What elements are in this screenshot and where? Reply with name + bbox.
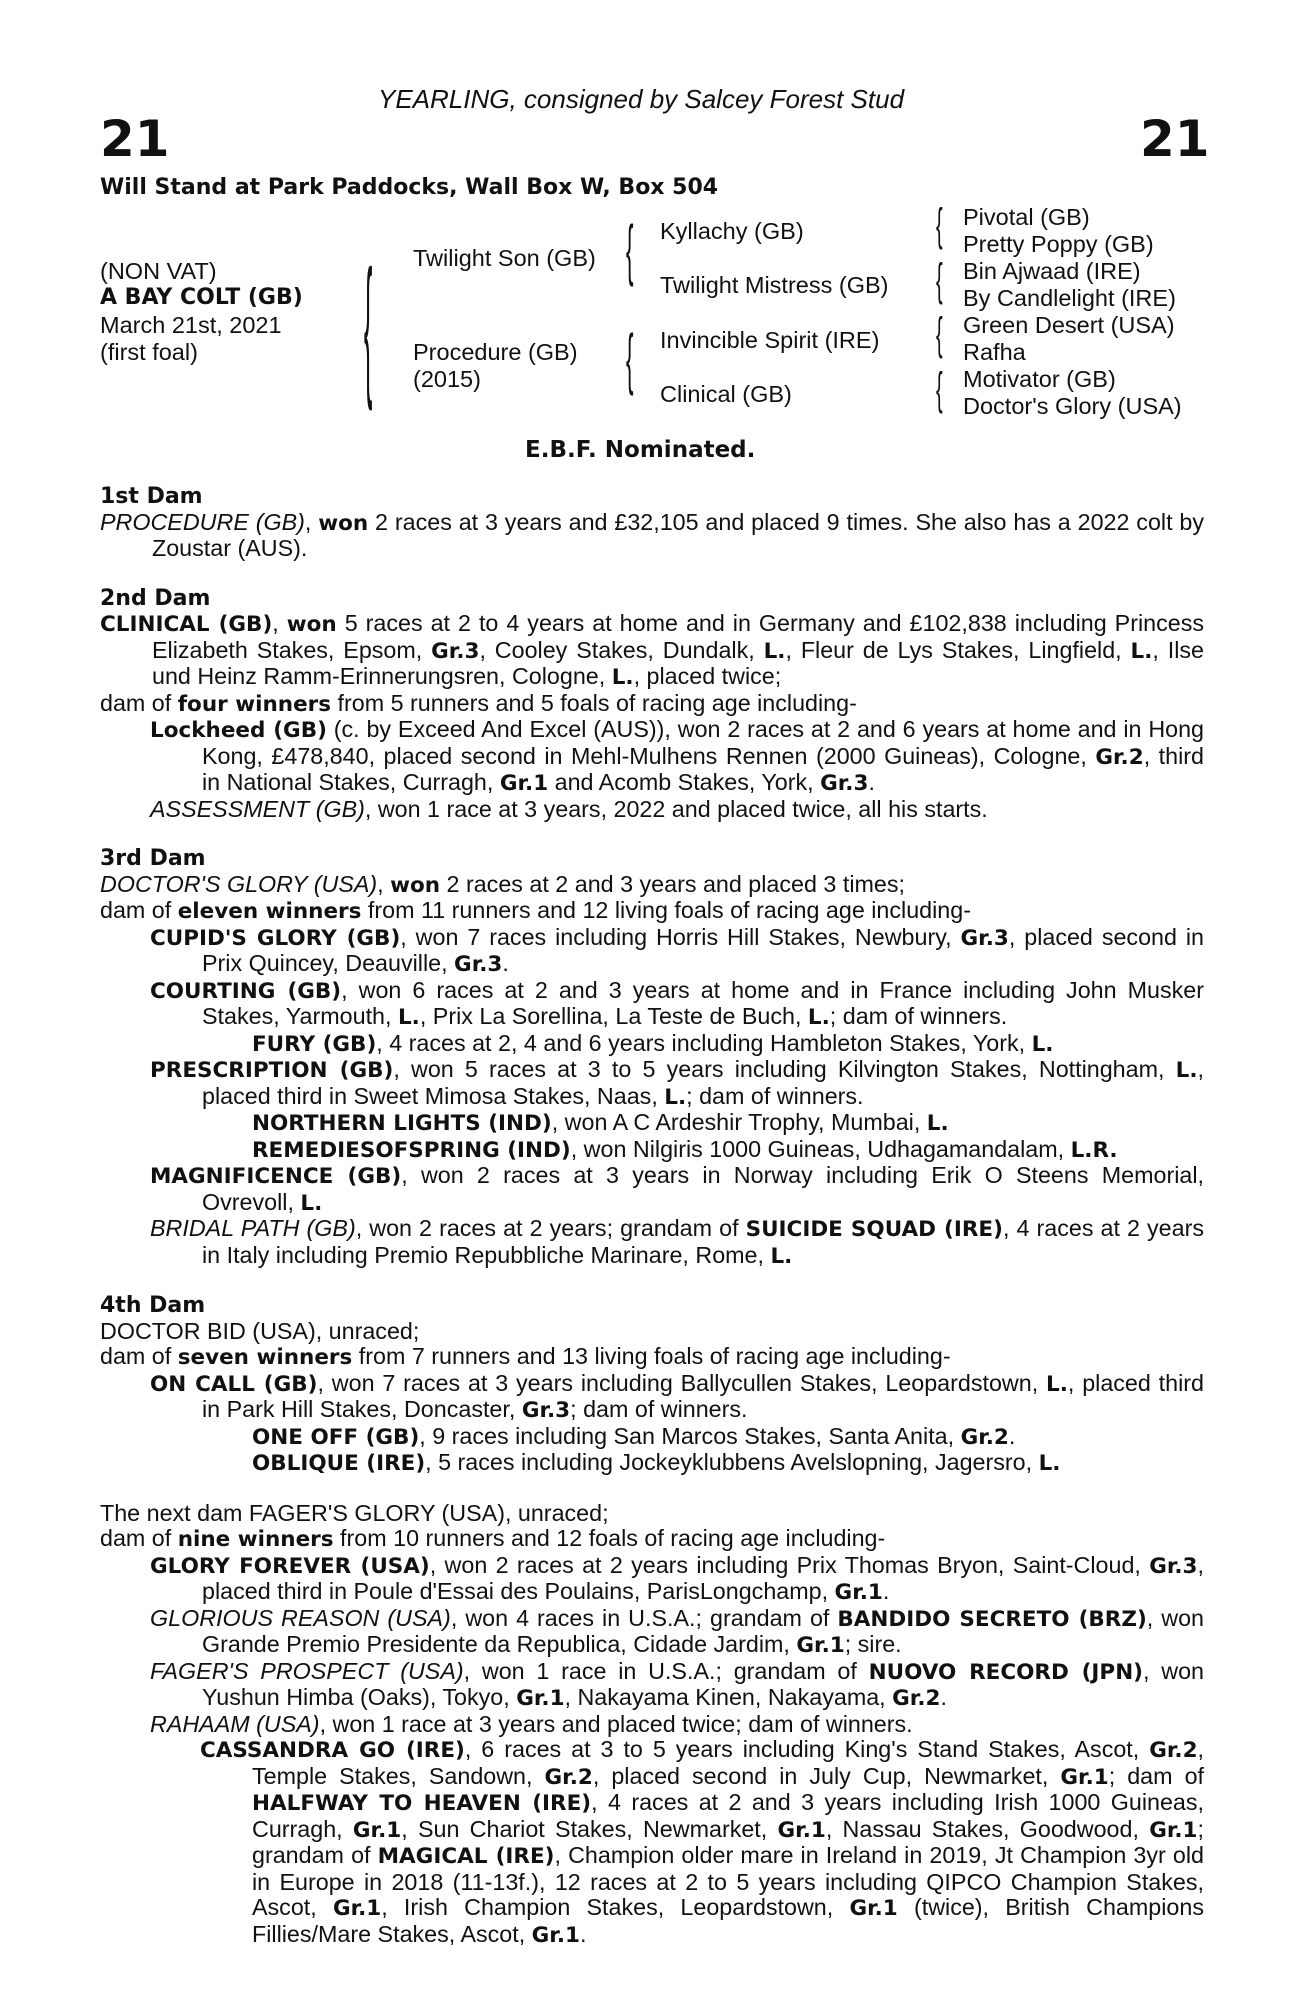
produce-rahaam: RAHAAM (USA), won 1 race at 3 years and placed twice; dam of winners. [150, 1710, 913, 1737]
foaling-date: March 21st, 2021 [100, 312, 282, 338]
produce-cupids-glory: CUPID'S GLORY (GB), won 7 races including Horris Hill Stakes, Newbury, Gr.3, placed second in Prix Quincey, Deauville, Gr.3. [150, 923, 1204, 977]
vat-status: (NON VAT) [100, 258, 217, 284]
pedigree-g3-4: By Candlelight (IRE) [963, 285, 1176, 311]
pedigree-sire: Twilight Son (GB) [413, 245, 596, 271]
produce-glory-forever: GLORY FOREVER (USA), won 2 races at 2 years including Prix Thomas Bryon, Saint-Cloud, Gr.3, placed third in Poule d'Essai des Poulains, ParisLongchamp, Gr.1. [150, 1551, 1204, 1605]
heading-fourth-dam: 4th Dam [100, 1293, 206, 1318]
fourth-dam-produce: dam of seven winners from 7 runners and 13 living foals of racing age including- [100, 1343, 951, 1370]
pedigree-g3-8: Doctor's Glory (USA) [963, 393, 1182, 419]
produce-assessment: ASSESSMENT (GB), won 1 race at 3 years, 2022 and placed twice, all his starts. [150, 795, 988, 822]
pedigree-dam-year: (2015) [413, 366, 481, 392]
pedigree-brace-3: { [936, 308, 943, 359]
produce-courting: COURTING (GB), won 6 races at 2 and 3 years at home and in France including John Musker Stakes, Yarmouth, L., Prix La Sorellina, La Teste de Buch, L.; dam of winners. [150, 976, 1204, 1030]
heading-second-dam: 2nd Dam [100, 585, 211, 611]
pedigree-dam-dam: Clinical (GB) [660, 381, 792, 407]
pedigree-brace-main: { [364, 238, 373, 413]
pedigree-g3-1: Pivotal (GB) [963, 204, 1090, 230]
second-dam-produce: dam of four winners from 5 runners and 5 foals of racing age including- [100, 689, 857, 717]
ebf-nomination: E.B.F. Nominated. [525, 437, 756, 463]
pedigree-brace-sire: { [626, 211, 634, 288]
consignment-line: YEARLING, consigned by Salcey Forest Stud [378, 84, 905, 114]
produce-one-off: ONE OFF (GB), 9 races including San Marcos Stakes, Santa Anita, Gr.2. [252, 1422, 1016, 1450]
produce-prescription: PRESCRIPTION (GB), won 5 races at 3 to 5 years including Kilvington Stakes, Nottingham, L., placed third in Sweet Mimosa Stakes, Naas, L.; dam of winners. [150, 1056, 1204, 1110]
pedigree-g3-7: Motivator (GB) [963, 366, 1116, 392]
second-dam-entry: CLINICAL (GB), won 5 races at 2 to 4 years at home and in Germany and £102,838 including Princess Elizabeth Stakes, Epsom, Gr.3, Cooley Stakes, Dundalk, L., Fleur de Lys Stakes, Lingfield, L., Ilse und Heinz Ramm-Erinnerungsren, Cologne, L., placed twice; [100, 610, 1205, 690]
produce-lockheed: Lockheed (GB) (c. by Exceed And Excel (AUS)), won 2 races at 2 and 6 years at home and in Hong Kong, £478,840, placed second in Mehl-Mulhens Rennen (2000 Guineas), Cologne, Gr.2, third in National Stakes, Curragh, Gr.1 and Acomb Stakes, York, Gr.3. [150, 716, 1205, 796]
produce-magnificence: MAGNIFICENCE (GB), won 2 races at 3 years in Norway including Erik O Steens Memorial, Ovrevoll, L. [150, 1162, 1204, 1216]
produce-on-call: ON CALL (GB), won 7 races at 3 years including Ballycullen Stakes, Leopardstown, L., placed third in Park Hill Stakes, Doncaster, Gr.3; dam of winners. [150, 1369, 1205, 1423]
pedigree-brace-2: { [936, 254, 943, 305]
pedigree-g3-6: Rafha [963, 339, 1026, 365]
pedigree-g3-3: Bin Ajwaad (IRE) [963, 258, 1141, 284]
pedigree-brace-4: { [936, 363, 943, 414]
produce-glorious-reason: GLORIOUS REASON (USA), won 4 races in U.S.A.; grandam of BANDIDO SECRETO (BRZ), won Grande Premio Presidente da Republica, Cidade Jardim, Gr.1; sire. [150, 1604, 1205, 1658]
produce-fagers-prospect: FAGER'S PROSPECT (USA), won 1 race in U.S.A.; grandam of NUOVO RECORD (JPN), won Yushun Himba (Oaks), Tokyo, Gr.1, Nakayama Kinen, Nakayama, Gr.2. [150, 1657, 1205, 1711]
pedigree-brace-dam: { [626, 320, 634, 397]
pedigree-sire-sire: Kyllachy (GB) [660, 218, 804, 244]
produce-remediesofspring: REMEDIESOFSPRING (IND), won Nilgiris 1000 Guineas, Udhagamandalam, L.R. [252, 1135, 1118, 1163]
third-dam-entry: DOCTOR'S GLORY (USA), won 2 races at 2 and 3 years and placed 3 times; [100, 870, 905, 898]
pedigree-brace-1: { [936, 199, 943, 250]
produce-oblique: OBLIQUE (IRE), 5 races including Jockeyklubbens Avelslopning, Jagersro, L. [252, 1449, 1061, 1476]
lot-number-left: 21 [100, 110, 170, 168]
pedigree-dam-sire: Invincible Spirit (IRE) [660, 327, 880, 353]
first-dam-entry: PROCEDURE (GB), won 2 races at 3 years and £32,105 and placed 9 times. She also has a 2022 colt by Zoustar (AUS). [100, 508, 1205, 561]
lot-number-right: 21 [1140, 110, 1210, 168]
produce-fury: FURY (GB), 4 races at 2, 4 and 6 years including Hambleton Stakes, York, L. [252, 1029, 1054, 1057]
heading-third-dam: 3rd Dam [100, 846, 206, 871]
subject-name: A BAY COLT (GB) [100, 285, 303, 310]
produce-northern-lights: NORTHERN LIGHTS (IND), won A C Ardeshir Trophy, Mumbai, L. [252, 1109, 949, 1136]
pedigree-sire-dam: Twilight Mistress (GB) [660, 272, 889, 298]
pedigree-dam: Procedure (GB) [413, 339, 578, 365]
stand-location: Will Stand at Park Paddocks, Wall Box W, Box 504 [100, 175, 719, 200]
foal-note: (first foal) [100, 339, 198, 365]
fourth-dam-entry: DOCTOR BID (USA), unraced; [100, 1317, 420, 1344]
heading-first-dam: 1st Dam [100, 484, 203, 509]
catalogue-body [100, 484, 1204, 1948]
third-dam-produce: dam of eleven winners from 11 runners and 12 living foals of racing age including- [100, 897, 971, 924]
next-dam-entry: The next dam FAGER'S GLORY (USA), unraced; [100, 1499, 609, 1526]
next-dam-produce: dam of nine winners from 10 runners and 12 foals of racing age including- [100, 1525, 886, 1552]
produce-bridal-path: BRIDAL PATH (GB), won 2 races at 2 years; grandam of SUICIDE SQUAD (IRE), 4 races at 2 years in Italy including Premio Repubbliche Marinare, Rome, L. [150, 1215, 1205, 1269]
pedigree-g3-5: Green Desert (USA) [963, 312, 1175, 338]
produce-cassandra-go: CASSANDRA GO (IRE), 6 races at 3 to 5 years including King's Stand Stakes, Ascot, Gr.2, Temple Stakes, Sandown, Gr.2, placed second in July Cup, Newmarket, Gr.1; dam of HALFWAY TO HEAVEN (IRE), 4 races at 2 and 3 years including Irish 1000 Guineas, Curragh, Gr.1, Sun Chariot Stakes, Newmarket, Gr.1, Nassau Stakes, Goodwood, Gr.1; grandam of MAGICAL (IRE), Champion older mare in Ireland in 2019, Jt Champion 3yr old in Europe in 2018 (11-13f.), 12 races at 2 to 5 years including QIPCO Champion Stakes, Ascot, Gr.1, Irish Champion Stakes, Leopardstown, Gr.1 (twice), British Champions Fillies/Mare Stakes, Ascot, Gr.1. [200, 1736, 1205, 1948]
pedigree-g3-2: Pretty Poppy (GB) [963, 231, 1154, 257]
